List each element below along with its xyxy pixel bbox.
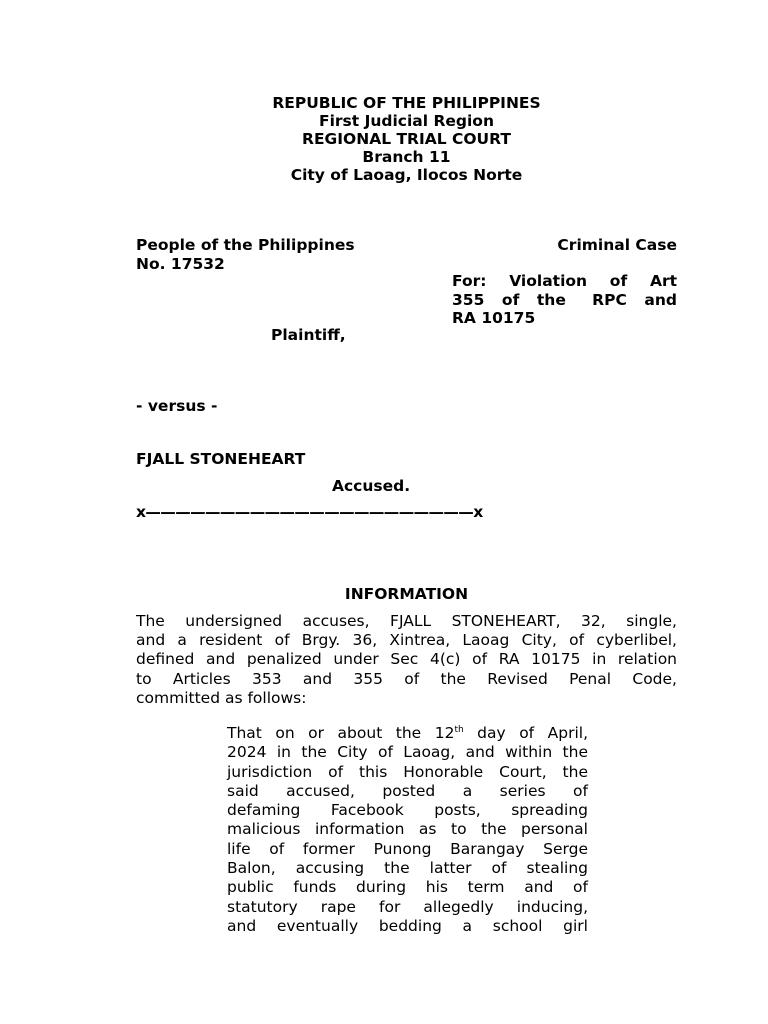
case-offense [452,272,677,328]
charge-line-7: life of former Punong Barangay Serge [227,839,588,858]
accused-name: FJALL STONEHEART [136,450,306,468]
case-number: No. 17532 [136,255,225,273]
offense-line-2: 355 of the RPC and [452,290,677,309]
intro-line-3: defined and penalized under Sec 4(c) of RA 10175 in relation [136,650,677,669]
header-branch: Branch 11 [362,148,451,166]
charge-line-3: jurisdiction of this Honorable Court, the [227,762,588,781]
intro-line-2: and a resident of Brgy. 36, Xintrea, Laoag City, of cyberlibel, [136,631,677,650]
intro-line-4: to Articles 353 and 355 of the Revised Penal Code, [136,669,677,688]
plaintiff-name: People of the Philippines [136,236,355,254]
plaintiff-role: Plaintiff, [271,326,346,344]
offense-line-1: For: Violation of Art [452,272,677,290]
charge-paragraph [227,724,588,936]
header-republic: REPUBLIC OF THE PHILIPPINES [272,94,541,112]
intro-paragraph [136,612,677,708]
ordinal-suffix: th [454,724,464,735]
versus-label: - versus - [136,397,218,415]
charge-line-1-start: That on or about the 12 [227,724,455,742]
charge-line-1 [227,724,588,743]
case-label: Criminal Case [557,236,677,254]
header-judicial-region: First Judicial Region [319,112,494,130]
charge-line-11: and eventually bedding a school girl [227,916,588,935]
charge-line-6: malicious information as to the personal [227,820,588,839]
court-header [136,94,677,184]
charge-line-2: 2024 in the City of Laoag, and within the [227,743,588,762]
accused-role: Accused. [332,477,411,495]
charge-line-10: statutory rape for allegedly inducing, [227,897,588,916]
intro-line-1: The undersigned accuses, FJALL STONEHEART, 32, single, [136,612,677,630]
header-court: REGIONAL TRIAL COURT [302,130,511,148]
charge-line-4: said accused, posted a series of [227,781,588,800]
charge-line-5: defaming Facebook posts, spreading [227,801,588,820]
caption-separator: x——————————————————————x [136,503,483,521]
offense-line-3: RA 10175 [452,309,536,327]
intro-line-5: committed as follows: [136,688,307,707]
document-title: INFORMATION [344,585,469,603]
charge-line-1-end: day of April, [463,724,588,742]
header-city: City of Laoag, Ilocos Norte [290,166,523,184]
charge-line-9: public funds during his term and of [227,878,588,897]
charge-line-8: Balon, accusing the latter of stealing [227,859,588,878]
